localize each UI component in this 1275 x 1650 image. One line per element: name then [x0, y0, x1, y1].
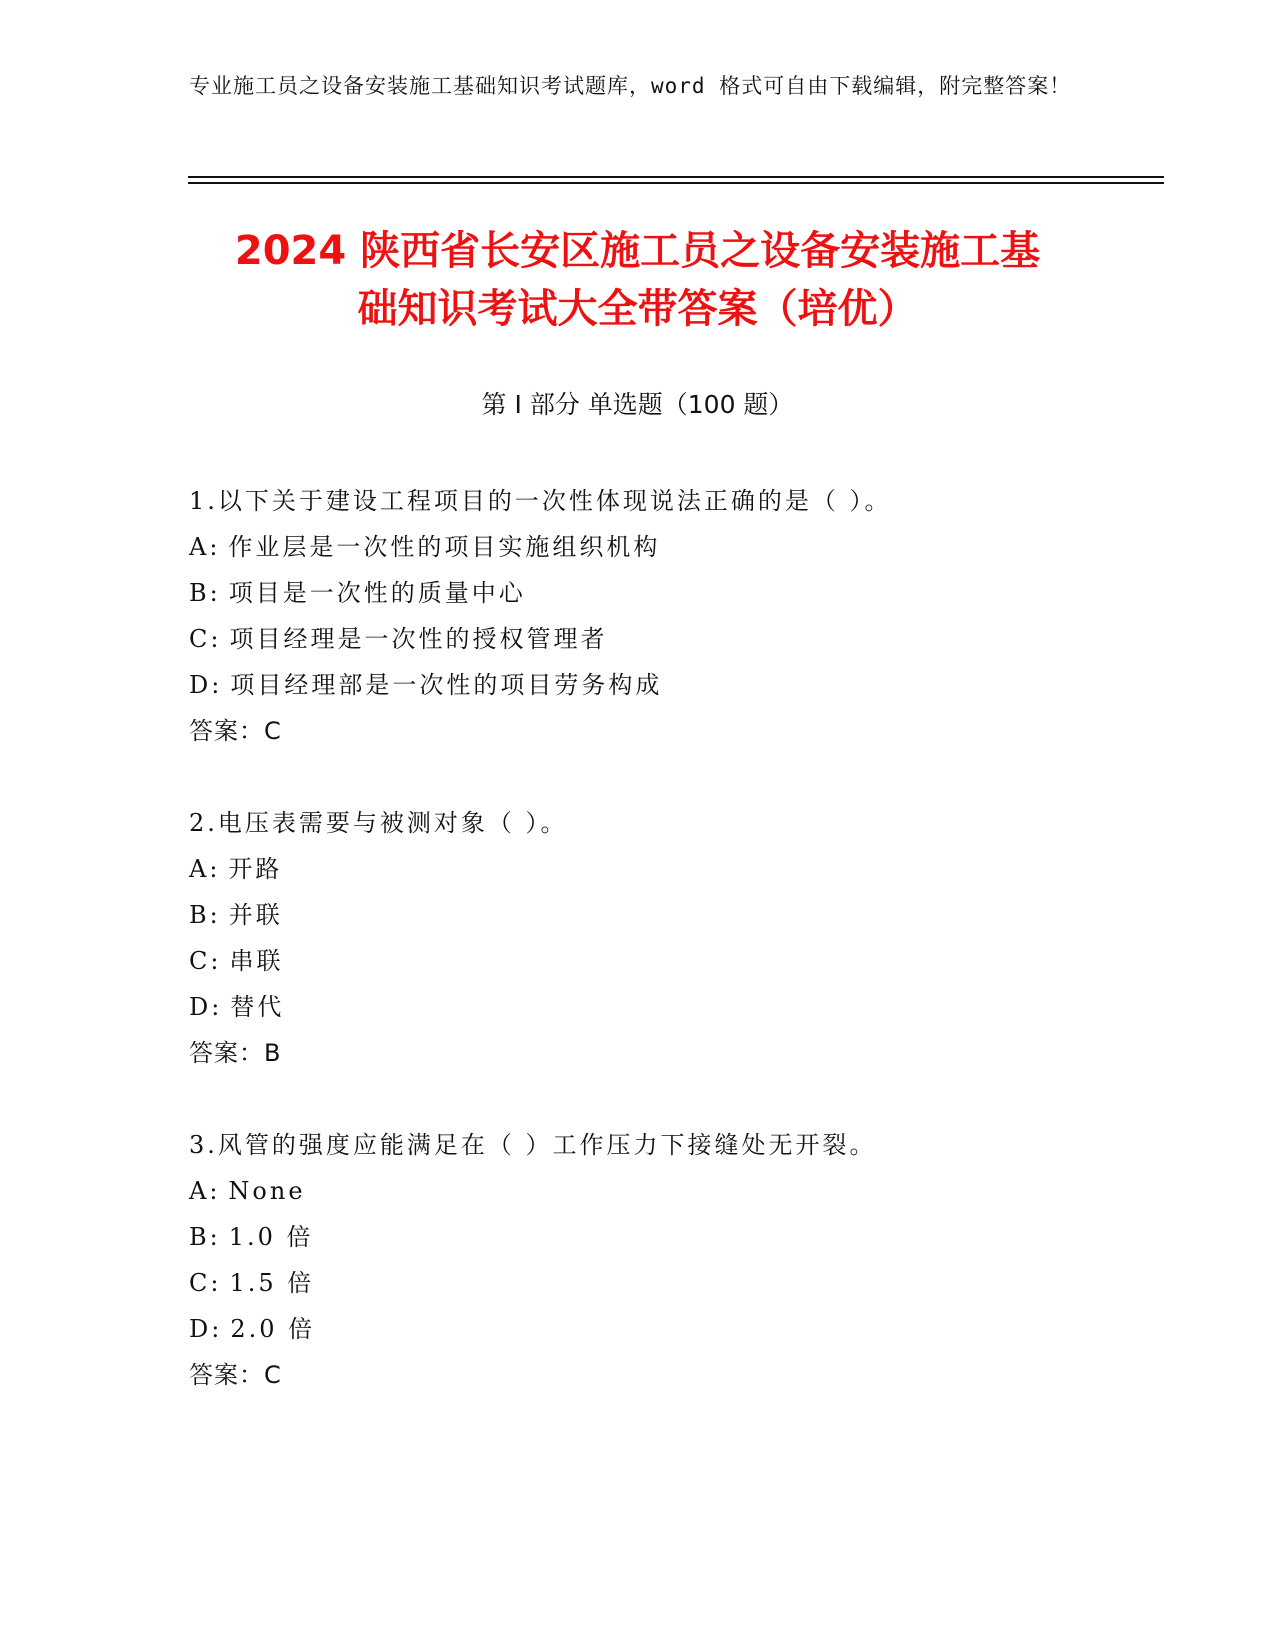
option-letter: C:: [189, 1269, 222, 1297]
document-title: [150, 222, 1125, 338]
question-stem: 2.电压表需要与被测对象（ ）。: [189, 809, 568, 837]
option-b: [189, 570, 1149, 616]
question-1: [189, 478, 1149, 754]
option-letter: A:: [189, 533, 221, 561]
option-letter: C:: [189, 947, 222, 975]
title-line-2: 础知识考试大全带答案（培优）: [357, 286, 918, 332]
option-letter: D:: [189, 671, 223, 699]
option-letter: D:: [189, 1315, 223, 1343]
option-text: 开路: [228, 855, 283, 883]
option-text: 替代: [230, 993, 285, 1021]
answer-value: B: [264, 1039, 282, 1067]
option-letter: B:: [189, 579, 221, 607]
option-letter: B:: [189, 901, 221, 929]
option-text: 项目经理部是一次性的项目劳务构成: [230, 671, 663, 699]
option-text: 项目是一次性的质量中心: [228, 579, 526, 607]
answer-label: 答案：: [189, 1039, 264, 1067]
answer-value: C: [264, 717, 282, 745]
option-text: 1.0 倍: [228, 1223, 314, 1251]
option-c: [189, 938, 1149, 984]
header-rule-bottom: [188, 182, 1164, 184]
option-text: 串联: [229, 947, 284, 975]
answer-line: [189, 1352, 1149, 1398]
question-2: [189, 800, 1149, 1076]
answer-value: C: [264, 1361, 282, 1389]
question-list: [189, 478, 1149, 1444]
option-text: 2.0 倍: [230, 1315, 316, 1343]
option-letter: C:: [189, 625, 222, 653]
option-text: 作业层是一次性的项目实施组织机构: [228, 533, 661, 561]
question-stem: 3.风管的强度应能满足在（ ）工作压力下接缝处无开裂。: [189, 1131, 877, 1159]
option-letter: D:: [189, 993, 223, 1021]
option-text: 项目经理是一次性的授权管理者: [229, 625, 608, 653]
option-text: 1.5 倍: [229, 1269, 315, 1297]
option-text: None: [228, 1177, 306, 1205]
header-note: 专业施工员之设备安装施工基础知识考试题库，word 格式可自由下载编辑，附完整答案！: [189, 74, 1072, 98]
option-letter: B:: [189, 1223, 221, 1251]
option-d: [189, 984, 1149, 1030]
header-rule-top: [188, 176, 1164, 178]
option-c: [189, 616, 1149, 662]
option-d: [189, 662, 1149, 708]
option-d: [189, 1306, 1149, 1352]
question-stem: 1.以下关于建设工程项目的一次性体现说法正确的是（ ）。: [189, 487, 892, 515]
answer-line: [189, 708, 1149, 754]
answer-line: [189, 1030, 1149, 1076]
option-letter: A:: [189, 855, 221, 883]
option-a: [189, 1168, 1149, 1214]
question-3: [189, 1122, 1149, 1398]
option-b: [189, 1214, 1149, 1260]
option-a: [189, 524, 1149, 570]
option-a: [189, 846, 1149, 892]
answer-label: 答案：: [189, 717, 264, 745]
answer-label: 答案：: [189, 1361, 264, 1389]
option-b: [189, 892, 1149, 938]
option-c: [189, 1260, 1149, 1306]
section-title: 第 I 部分 单选题（100 题）: [481, 390, 794, 419]
option-letter: A:: [189, 1177, 221, 1205]
option-text: 并联: [228, 901, 283, 929]
title-line-1: 2024 陕西省长安区施工员之设备安装施工基: [234, 228, 1041, 274]
